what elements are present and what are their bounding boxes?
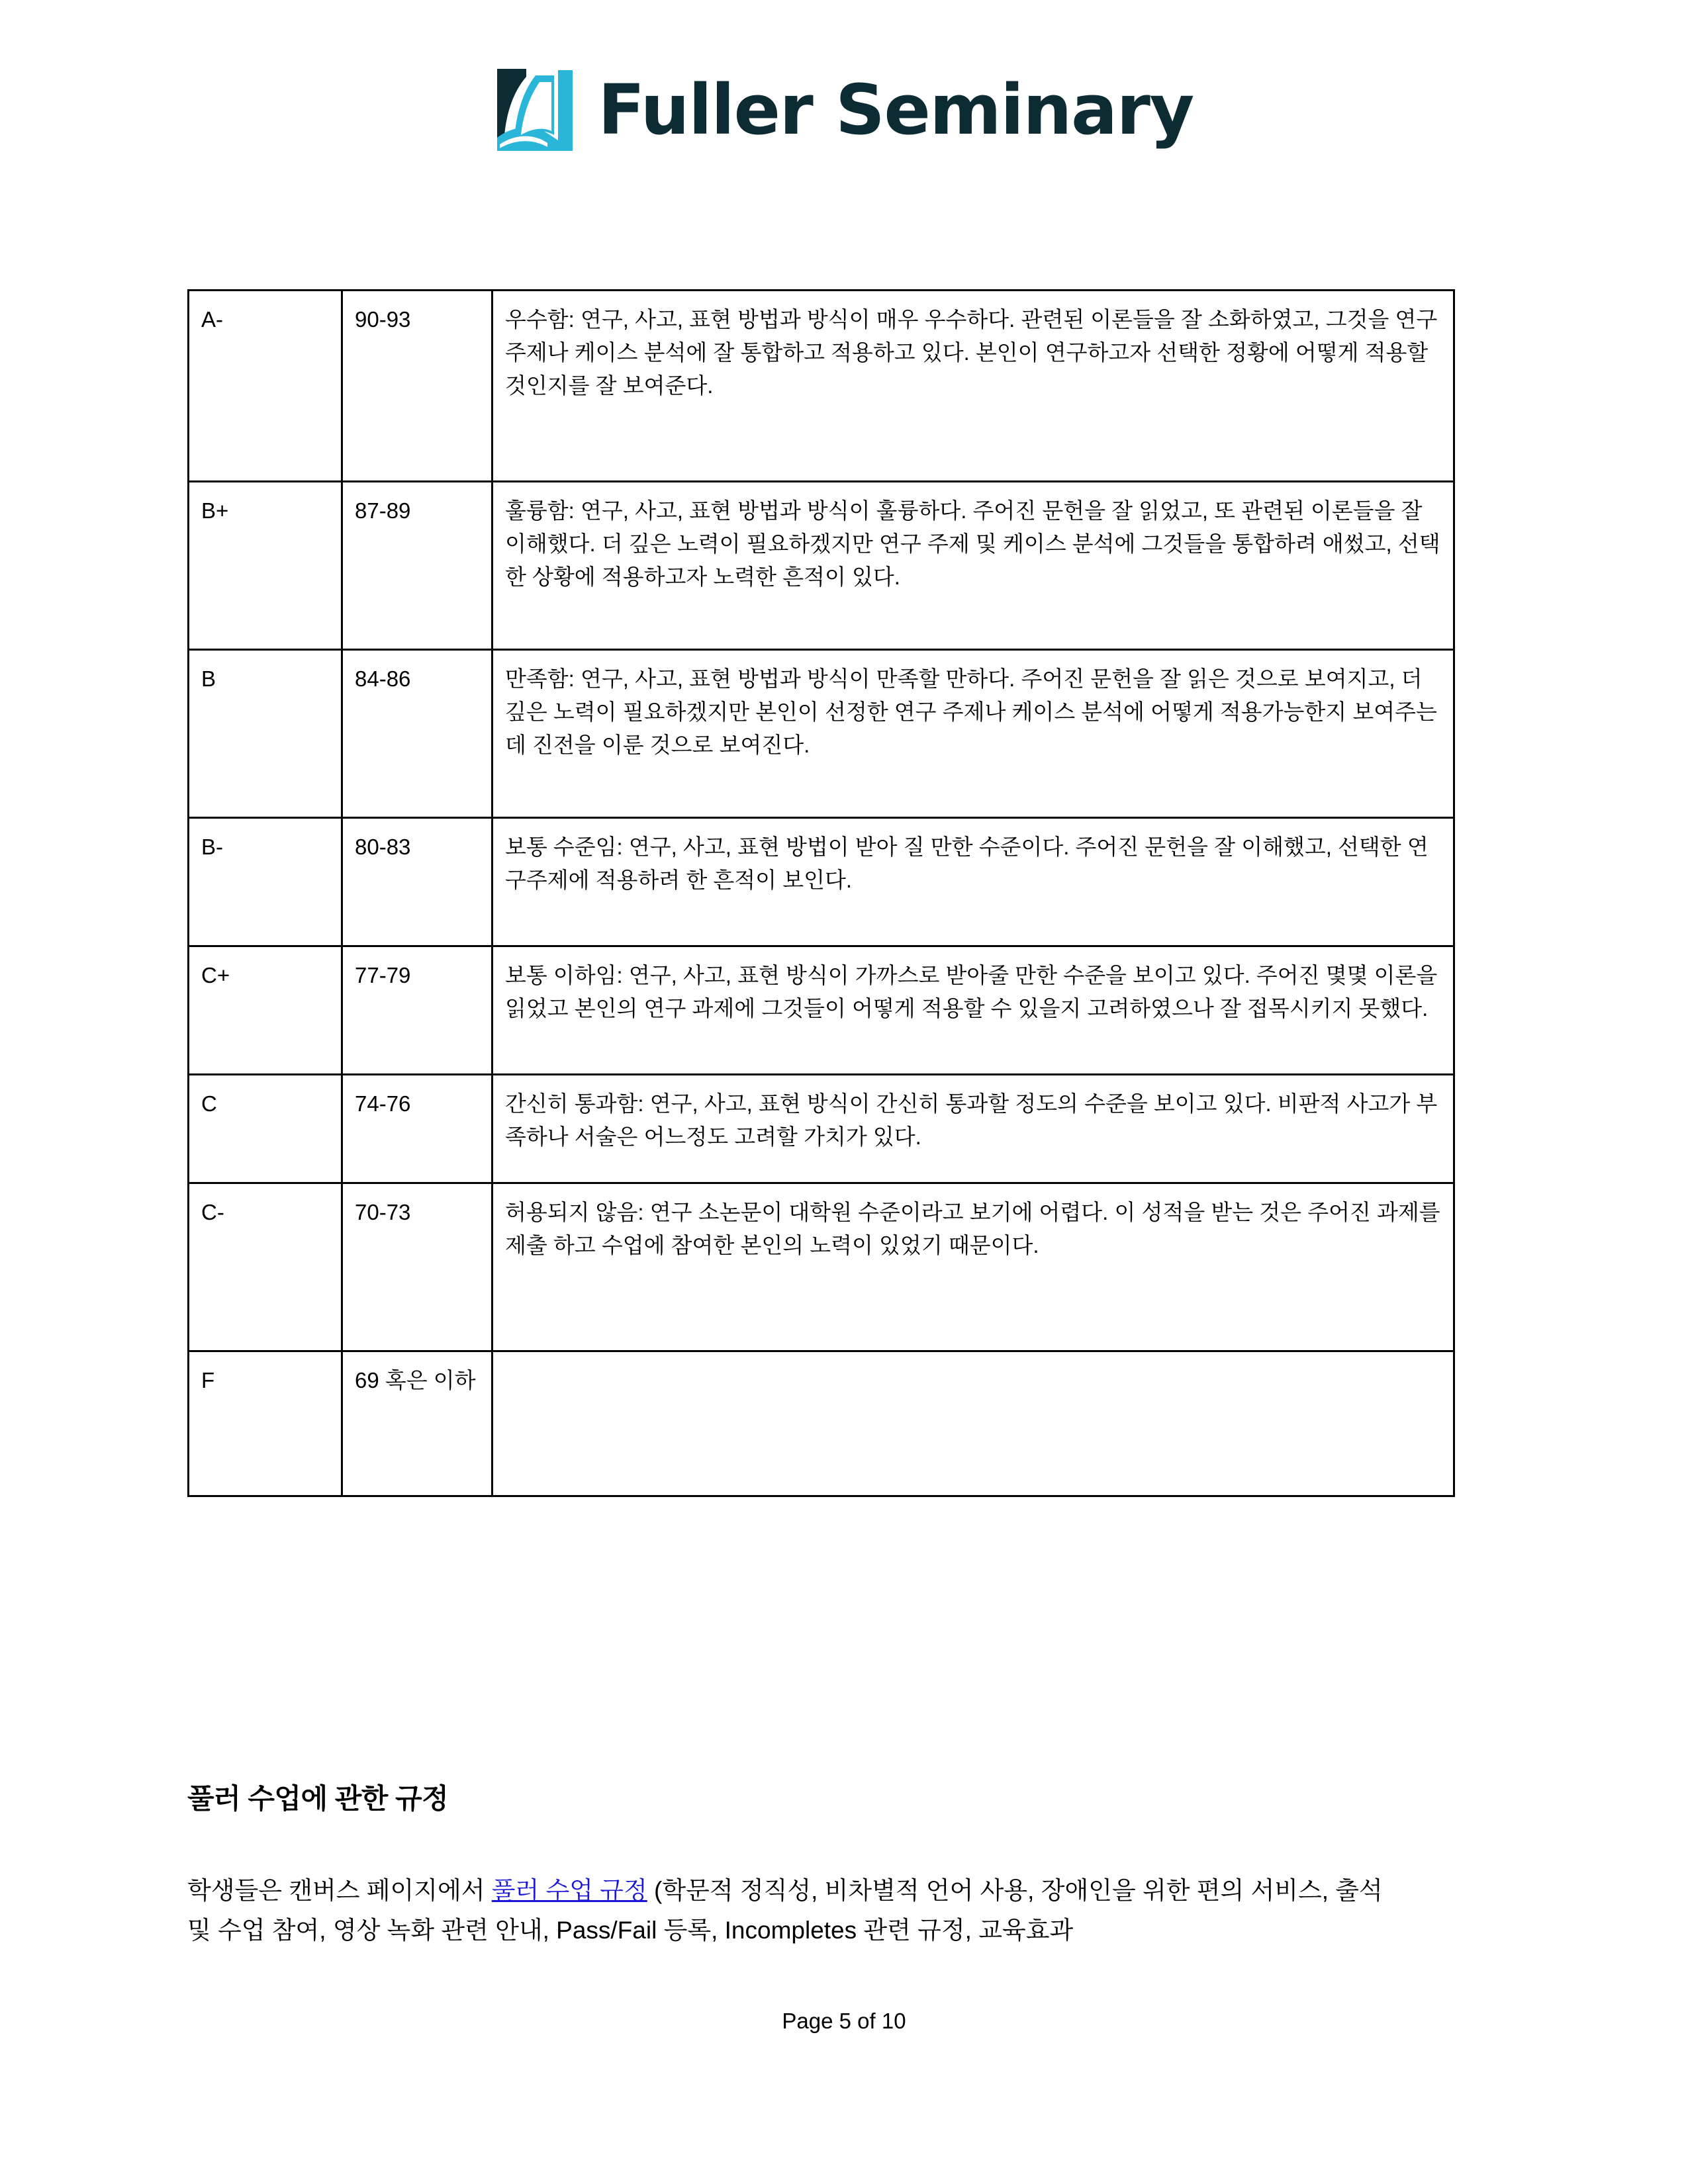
policy-paragraph bbox=[187, 1871, 1399, 1950]
grade-cell: B- bbox=[189, 818, 342, 946]
grading-scale-table bbox=[187, 289, 1455, 1497]
table-row bbox=[189, 1183, 1454, 1351]
range-cell: 84-86 bbox=[342, 650, 492, 818]
description-cell: 허용되지 않음: 연구 소논문이 대학원 수준이라고 보기에 어렵다. 이 성적을 받는 것은 주어진 과제를 제출 하고 수업에 참여한 본인의 노력이 있었기 때문이다. bbox=[492, 1183, 1454, 1351]
grade-cell: B bbox=[189, 650, 342, 818]
description-cell: 보통 수준임: 연구, 사고, 표현 방법이 받아 질 만한 수준이다. 주어진 문헌을 잘 이해했고, 선택한 연구주제에 적용하려 한 흔적이 보인다. bbox=[492, 818, 1454, 946]
paragraph-text-before-link: 학생들은 캔버스 페이지에서 bbox=[187, 1877, 492, 1904]
open-book-icon bbox=[494, 66, 575, 154]
grade-cell: C- bbox=[189, 1183, 342, 1351]
range-cell: 87-89 bbox=[342, 482, 492, 650]
description-cell: 만족함: 연구, 사고, 표현 방법과 방식이 만족할 만하다. 주어진 문헌을 잘 읽은 것으로 보여지고, 더 깊은 노력이 필요하겠지만 본인이 선정한 연구 주제나 케이스 분석에 어떻게 적용가능한지 보여주는데 진전을 이룬 것으로 보여진다. bbox=[492, 650, 1454, 818]
table-row bbox=[189, 1351, 1454, 1496]
section-heading-course-policies: 풀러 수업에 관한 규정 bbox=[187, 1782, 449, 1814]
description-cell bbox=[492, 1351, 1454, 1496]
grade-cell: A- bbox=[189, 291, 342, 482]
range-cell: 70-73 bbox=[342, 1183, 492, 1351]
table-row bbox=[189, 482, 1454, 650]
fuller-course-policies-link[interactable]: 풀러 수업 규정 bbox=[491, 1877, 647, 1904]
description-cell: 보통 이하임: 연구, 사고, 표현 방식이 가까스로 받아줄 만한 수준을 보이고 있다. 주어진 몇몇 이론을 읽었고 본인의 연구 과제에 그것들이 어떻게 적용할 수 있을지 고려하였으나 잘 접목시키지 못했다. bbox=[492, 946, 1454, 1075]
table-row bbox=[189, 946, 1454, 1075]
grade-cell: C+ bbox=[189, 946, 342, 1075]
description-cell: 훌륭함: 연구, 사고, 표현 방법과 방식이 훌륭하다. 주어진 문헌을 잘 읽었고, 또 관련된 이론들을 잘 이해했다. 더 깊은 노력이 필요하겠지만 연구 주제 및 케이스 분석에 그것들을 통합하려 애썼고, 선택한 상황에 적용하고자 노력한 흔적이 있다. bbox=[492, 482, 1454, 650]
range-cell: 90-93 bbox=[342, 291, 492, 482]
page-number-footer: Page 5 of 10 bbox=[782, 2009, 906, 2033]
table-row bbox=[189, 291, 1454, 482]
range-cell: 80-83 bbox=[342, 818, 492, 946]
table-row bbox=[189, 650, 1454, 818]
range-cell: 69 혹은 이하 bbox=[342, 1351, 492, 1496]
description-cell: 간신히 통과함: 연구, 사고, 표현 방식이 간신히 통과할 정도의 수준을 보이고 있다. 비판적 사고가 부족하나 서술은 어느정도 고려할 가치가 있다. bbox=[492, 1075, 1454, 1183]
grade-cell: C bbox=[189, 1075, 342, 1183]
table-row bbox=[189, 1075, 1454, 1183]
brand-header bbox=[0, 66, 1688, 154]
grade-cell: B+ bbox=[189, 482, 342, 650]
table-row bbox=[189, 818, 1454, 946]
paragraph-text-after-link: (학문적 정직성, 비차별적 언어 사용, 장애인을 위한 편의 서비스, 출석 및 수업 참여, 영상 녹화 관련 안내, Pass/Fail 등록, Incompletes 관련 규정, 교육효과 bbox=[187, 1877, 1383, 1944]
grade-cell: F bbox=[189, 1351, 342, 1496]
range-cell: 77-79 bbox=[342, 946, 492, 1075]
range-cell: 74-76 bbox=[342, 1075, 492, 1183]
brand-wordmark: Fuller Seminary bbox=[598, 69, 1194, 150]
description-cell: 우수함: 연구, 사고, 표현 방법과 방식이 매우 우수하다. 관련된 이론들을 잘 소화하였고, 그것을 연구 주제나 케이스 분석에 잘 통합하고 적용하고 있다. 본인이 연구하고자 선택한 정황에 어떻게 적용할 것인지를 잘 보여준다. bbox=[492, 291, 1454, 482]
